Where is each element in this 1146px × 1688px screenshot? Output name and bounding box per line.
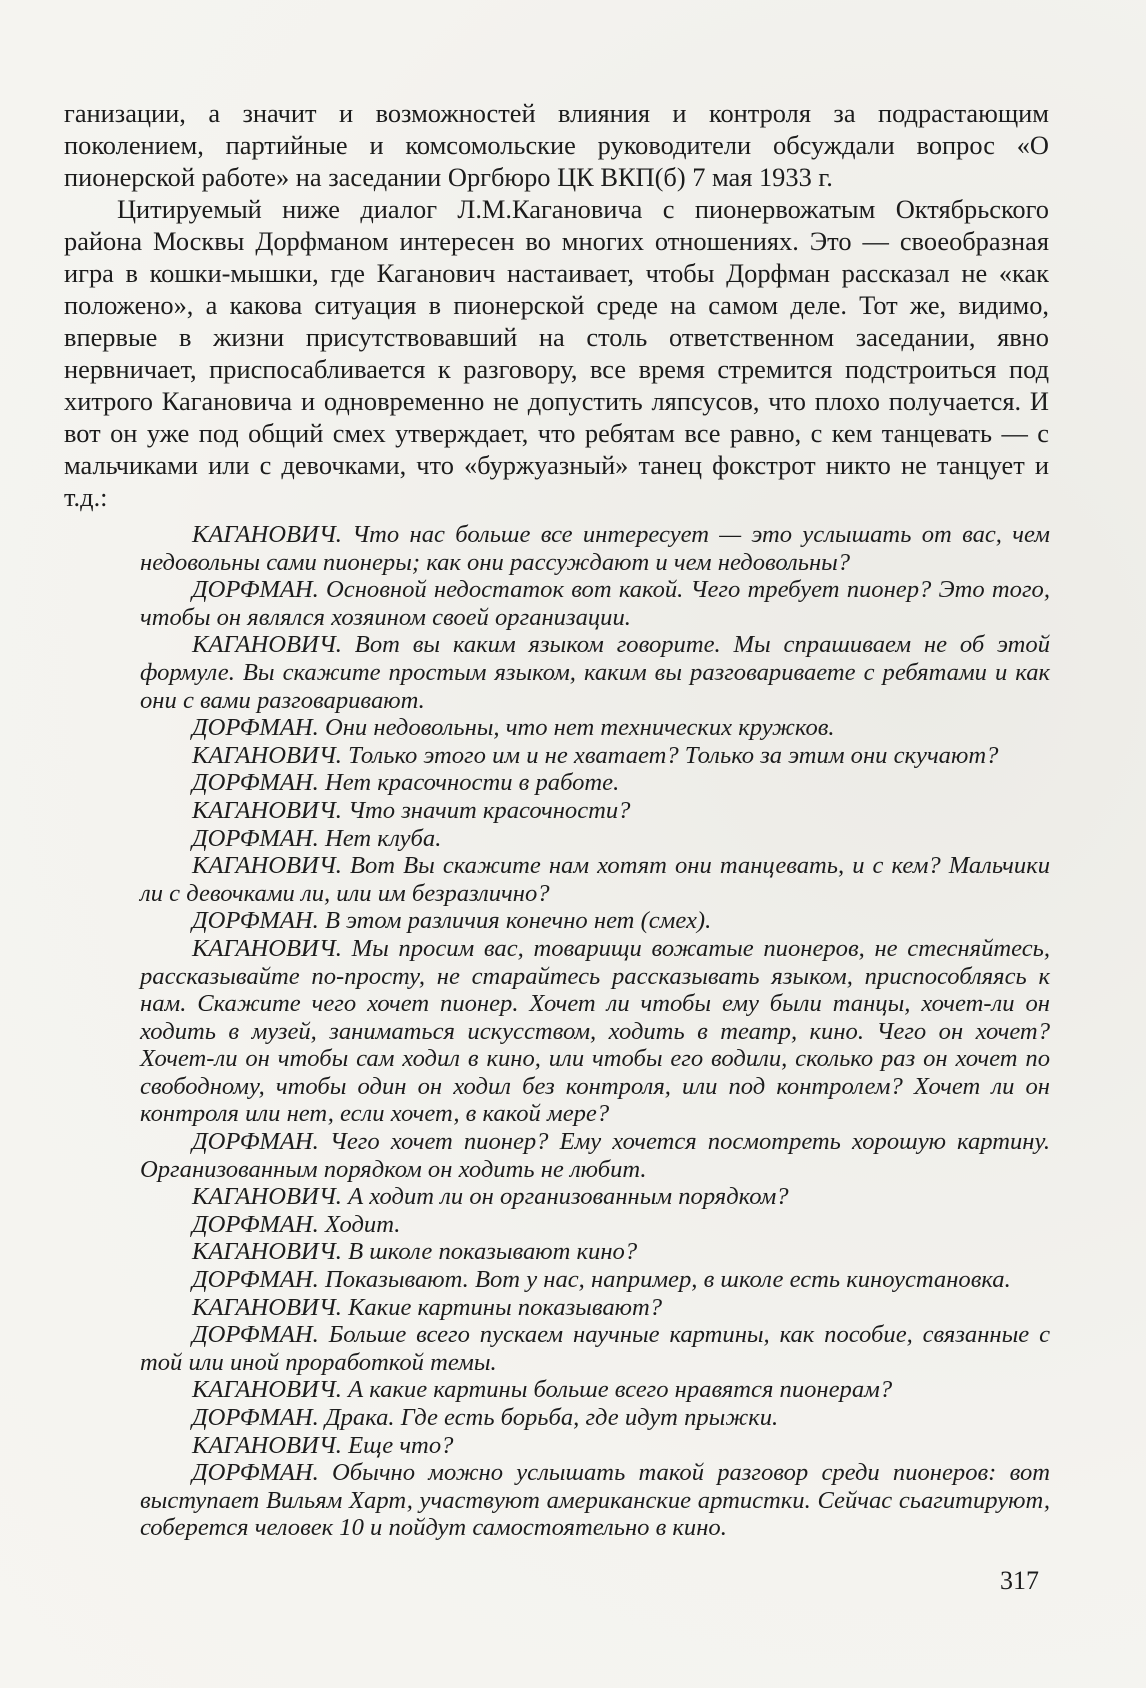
dialogue-line: КАГАНОВИЧ. А ходит ли он организованным порядком? bbox=[192, 1183, 789, 1211]
intro-text bbox=[64, 97, 1049, 513]
dialogue-line: ДОРФМАН. Основной недостаток вот какой. Чего требует пионер? Это того, чтобы он являлся хозяином своей организации. bbox=[140, 576, 1050, 631]
dialogue-line: ДОРФМАН. Чего хочет пионер? Ему хочется посмотреть хорошую картину. Организованным порядком он ходить не любит. bbox=[140, 1128, 1050, 1183]
dialogue-line: КАГАНОВИЧ. Вот Вы скажите нам хотят они танцевать, и с кем? Мальчики ли с девочками ли, или им безразлично? bbox=[140, 852, 1050, 907]
dialogue-transcript bbox=[140, 521, 1050, 1542]
dialogue-line: КАГАНОВИЧ. Только этого им и не хватает? Только за этим они скучают? bbox=[192, 741, 999, 769]
dialogue-line: ДОРФМАН. Они недовольны, что нет технических кружков. bbox=[192, 714, 835, 742]
intro-paragraph: ганизации, а значит и возможностей влияния и контроля за подрастающим поколением, партийные и комсомольские руководители обсуждали вопрос «О пионерской работе» на заседании Оргбюро ЦК ВКП(б) 7 мая 1933 г. bbox=[64, 98, 1049, 192]
dialogue-line: ДОРФМАН. Нет красочности в работе. bbox=[192, 769, 620, 797]
dialogue-line: КАГАНОВИЧ. Что нас больше все интересует — это услышать от вас, чем недовольны сами пионеры; как они рассуждают и чем недовольны? bbox=[140, 521, 1050, 576]
dialogue-line: ДОРФМАН. Обычно можно услышать такой разговор среди пионеров: вот выступает Вильям Харт, участвуют американские артистки. Сейчас сьагитируют, соберется человек 10 и пойдут самостоятельно в кино. bbox=[140, 1459, 1050, 1542]
dialogue-line: ДОРФМАН. Больше всего пускаем научные картины, как пособие, связанные с той или иной проработкой темы. bbox=[140, 1321, 1050, 1376]
intro-paragraph: Цитируемый ниже диалог Л.М.Кагановича с пионервожатым Октябрьского района Москвы Дорфманом интересен во многих отношениях. Это — своеобразная игра в кошки-мышки, где Каганович настаивает, чтобы Дорфман рассказал не «как положено», а какова ситуация в пионерской среде на самом деле. Тот же, видимо, впервые в жизни присутствовавший на столь ответственном заседании, явно нервничает, приспосабливается к разговору, все время стремится подстроиться под хитрого Кагановича и одновременно не допустить ляпсусов, что плохо получается. И вот он уже под общий смех утверждает, что ребятам все равно, с кем танцевать — с мальчиками или с девочками, что «буржуазный» танец фокстрот никто не танцует и т.д.: bbox=[64, 194, 1049, 512]
dialogue-line: КАГАНОВИЧ. Что значит красочности? bbox=[192, 796, 631, 824]
dialogue-line: ДОРФМАН. Драка. Где есть борьба, где идут прыжки. bbox=[192, 1404, 779, 1431]
dialogue-line: КАГАНОВИЧ. В школе показывают кино? bbox=[192, 1238, 638, 1266]
page-number: 317 bbox=[1000, 1566, 1039, 1595]
dialogue-line: КАГАНОВИЧ. А какие картины больше всего нравятся пионерам? bbox=[192, 1376, 893, 1404]
dialogue-line: ДОРФМАН. Ходит. bbox=[192, 1210, 401, 1238]
dialogue-line: КАГАНОВИЧ. Еще что? bbox=[192, 1431, 454, 1459]
dialogue-line: ДОРФМАН. Нет клуба. bbox=[192, 824, 442, 852]
dialogue-line: ДОРФМАН. Показывают. Вот у нас, например, в школе есть киноустановка. bbox=[192, 1266, 1011, 1294]
dialogue-line: КАГАНОВИЧ. Мы просим вас, товарищи вожатые пионеров, не стесняйтесь, рассказывайте по-просту, не старайтесь рассказывать языком, приспособляясь к нам. Скажите чего хочет пионер. Хочет ли чтобы ему были танцы, хочет-ли он ходить в музей, заниматься искусством, ходить в театр, кино. Чего он хочет? Хочет-ли он чтобы сам ходил в кино, или чтобы его водили, сколько раз он хочет по свободному, чтобы один он ходил без контроля, или под контролем? Хочет ли он контроля или нет, если хочет, в какой мере? bbox=[140, 934, 1050, 1128]
dialogue-line: КАГАНОВИЧ. Какие картины показывают? bbox=[192, 1293, 663, 1321]
dialogue-line: ДОРФМАН. В этом различия конечно нет (смех). bbox=[192, 907, 712, 935]
dialogue-line: КАГАНОВИЧ. Вот вы каким языком говорите. Мы спрашиваем не об этой формуле. Вы скажите простым языком, каким вы разговариваете с ребятами и как они с вами разговаривают. bbox=[140, 631, 1050, 714]
